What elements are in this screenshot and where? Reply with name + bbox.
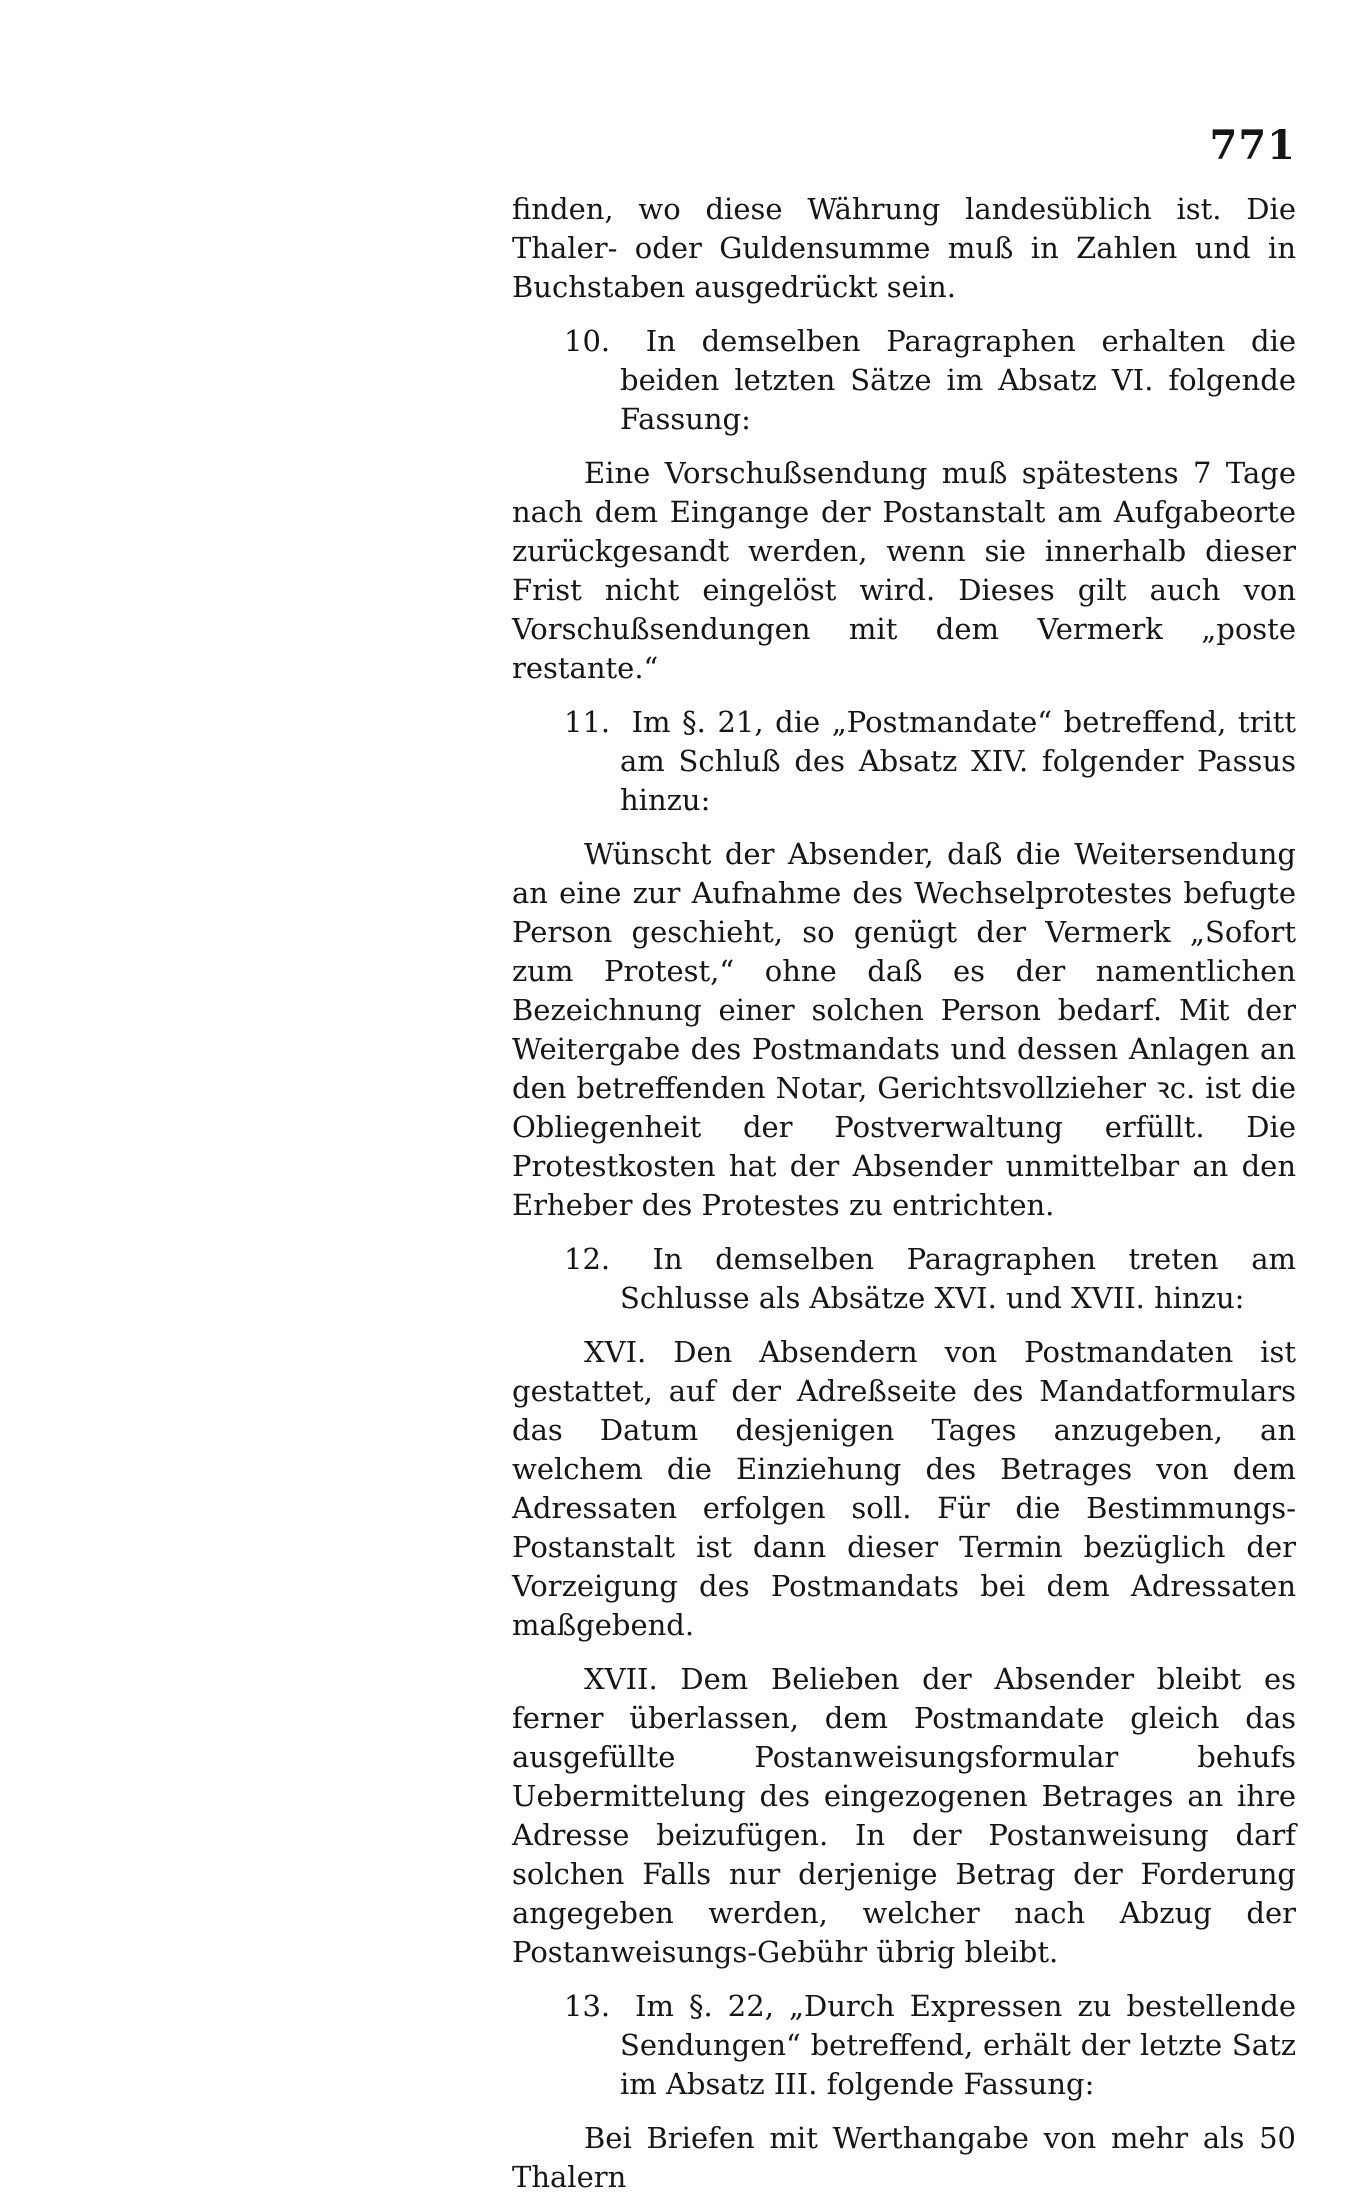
list-item-11: [512, 703, 1296, 820]
list-item-10: [512, 322, 1296, 439]
paragraph-xvi: XVI. Den Absendern von Postmandaten ist gestattet, auf der Adreßseite des Mandatformulars das Datum desjenigen Tages anzugeben, an welchem die Einziehung des Betrages von dem Adressaten erfolgen soll. Für die Bestimmungs-Postanstalt ist dann dieser Termin bezüglich der Vorzeigung des Postmandats bei dem Adressaten maßgebend.: [512, 1335, 1296, 1642]
item-text: In demselben Paragraphen treten am Schlusse als Absätze XVI. und XVII. hinzu:: [620, 1242, 1296, 1315]
item-text: Im §. 22, „Durch Expressen zu bestellende Sendungen“ betreffend, erhält der letzte Satz im Absatz III. folgende Fassung:: [620, 1989, 1296, 2101]
item-number: 12.: [564, 1242, 611, 1276]
item-number: 11.: [564, 705, 611, 739]
paragraph-continuation: finden, wo diese Währung landesüblich ist. Die Thaler- oder Guldensumme muß in Zahlen und in Buchstaben ausgedrückt sein.: [512, 192, 1296, 304]
page-number: 771: [1209, 122, 1296, 169]
list-item-12: [512, 1240, 1296, 1318]
item-number: 13.: [564, 1989, 611, 2023]
paragraph-xvii: XVII. Dem Belieben der Absender bleibt es ferner überlassen, dem Postmandate gleich das ausgefüllte Postanweisungsformular behufs Uebermittelung des eingezogenen Betrages an ihre Adresse beizufügen. In der Postanweisung darf solchen Falls nur derjenige Betrag der Forderung angegeben werden, welcher nach Abzug der Postanweisungs-Gebühr übrig bleibt.: [512, 1662, 1296, 1969]
paragraph-vorschuss: Eine Vorschußsendung muß spätestens 7 Tage nach dem Eingange der Postanstalt am Aufgabeorte zurückgesandt werden, wenn sie innerhalb dieser Frist nicht eingelöst wird. Dieses gilt auch von Vorschußsendungen mit dem Vermerk „poste restante.“: [512, 456, 1296, 685]
paragraph-briefe: Bei Briefen mit Werthangabe von mehr als 50 Thalern: [512, 2121, 1296, 2194]
item-text: In demselben Paragraphen erhalten die beiden letzten Sätze im Absatz VI. folgende Fassung:: [620, 324, 1297, 436]
item-number: 10.: [564, 324, 611, 358]
item-text: Im §. 21, die „Postmandate“ betreffend, tritt am Schluß des Absatz XIV. folgender Passus hinzu:: [620, 705, 1296, 817]
body-text: [512, 190, 1296, 2212]
paragraph-weitersendung: Wünscht der Absender, daß die Weitersendung an eine zur Aufnahme des Wechselprotestes befugte Person geschieht, so genügt der Vermerk „Sofort zum Protest,“ ohne daß es der namentlichen Bezeichnung einer solchen Person bedarf. Mit der Weitergabe des Postmandats und dessen Anlagen an den betreffenden Notar, Gerichtsvollzieher ꝛc. ist die Obliegenheit der Postverwaltung erfüllt. Die Protestkosten hat der Absender unmittelbar an den Erheber des Protestes zu entrichten.: [512, 837, 1296, 1222]
list-item-13: [512, 1987, 1296, 2104]
